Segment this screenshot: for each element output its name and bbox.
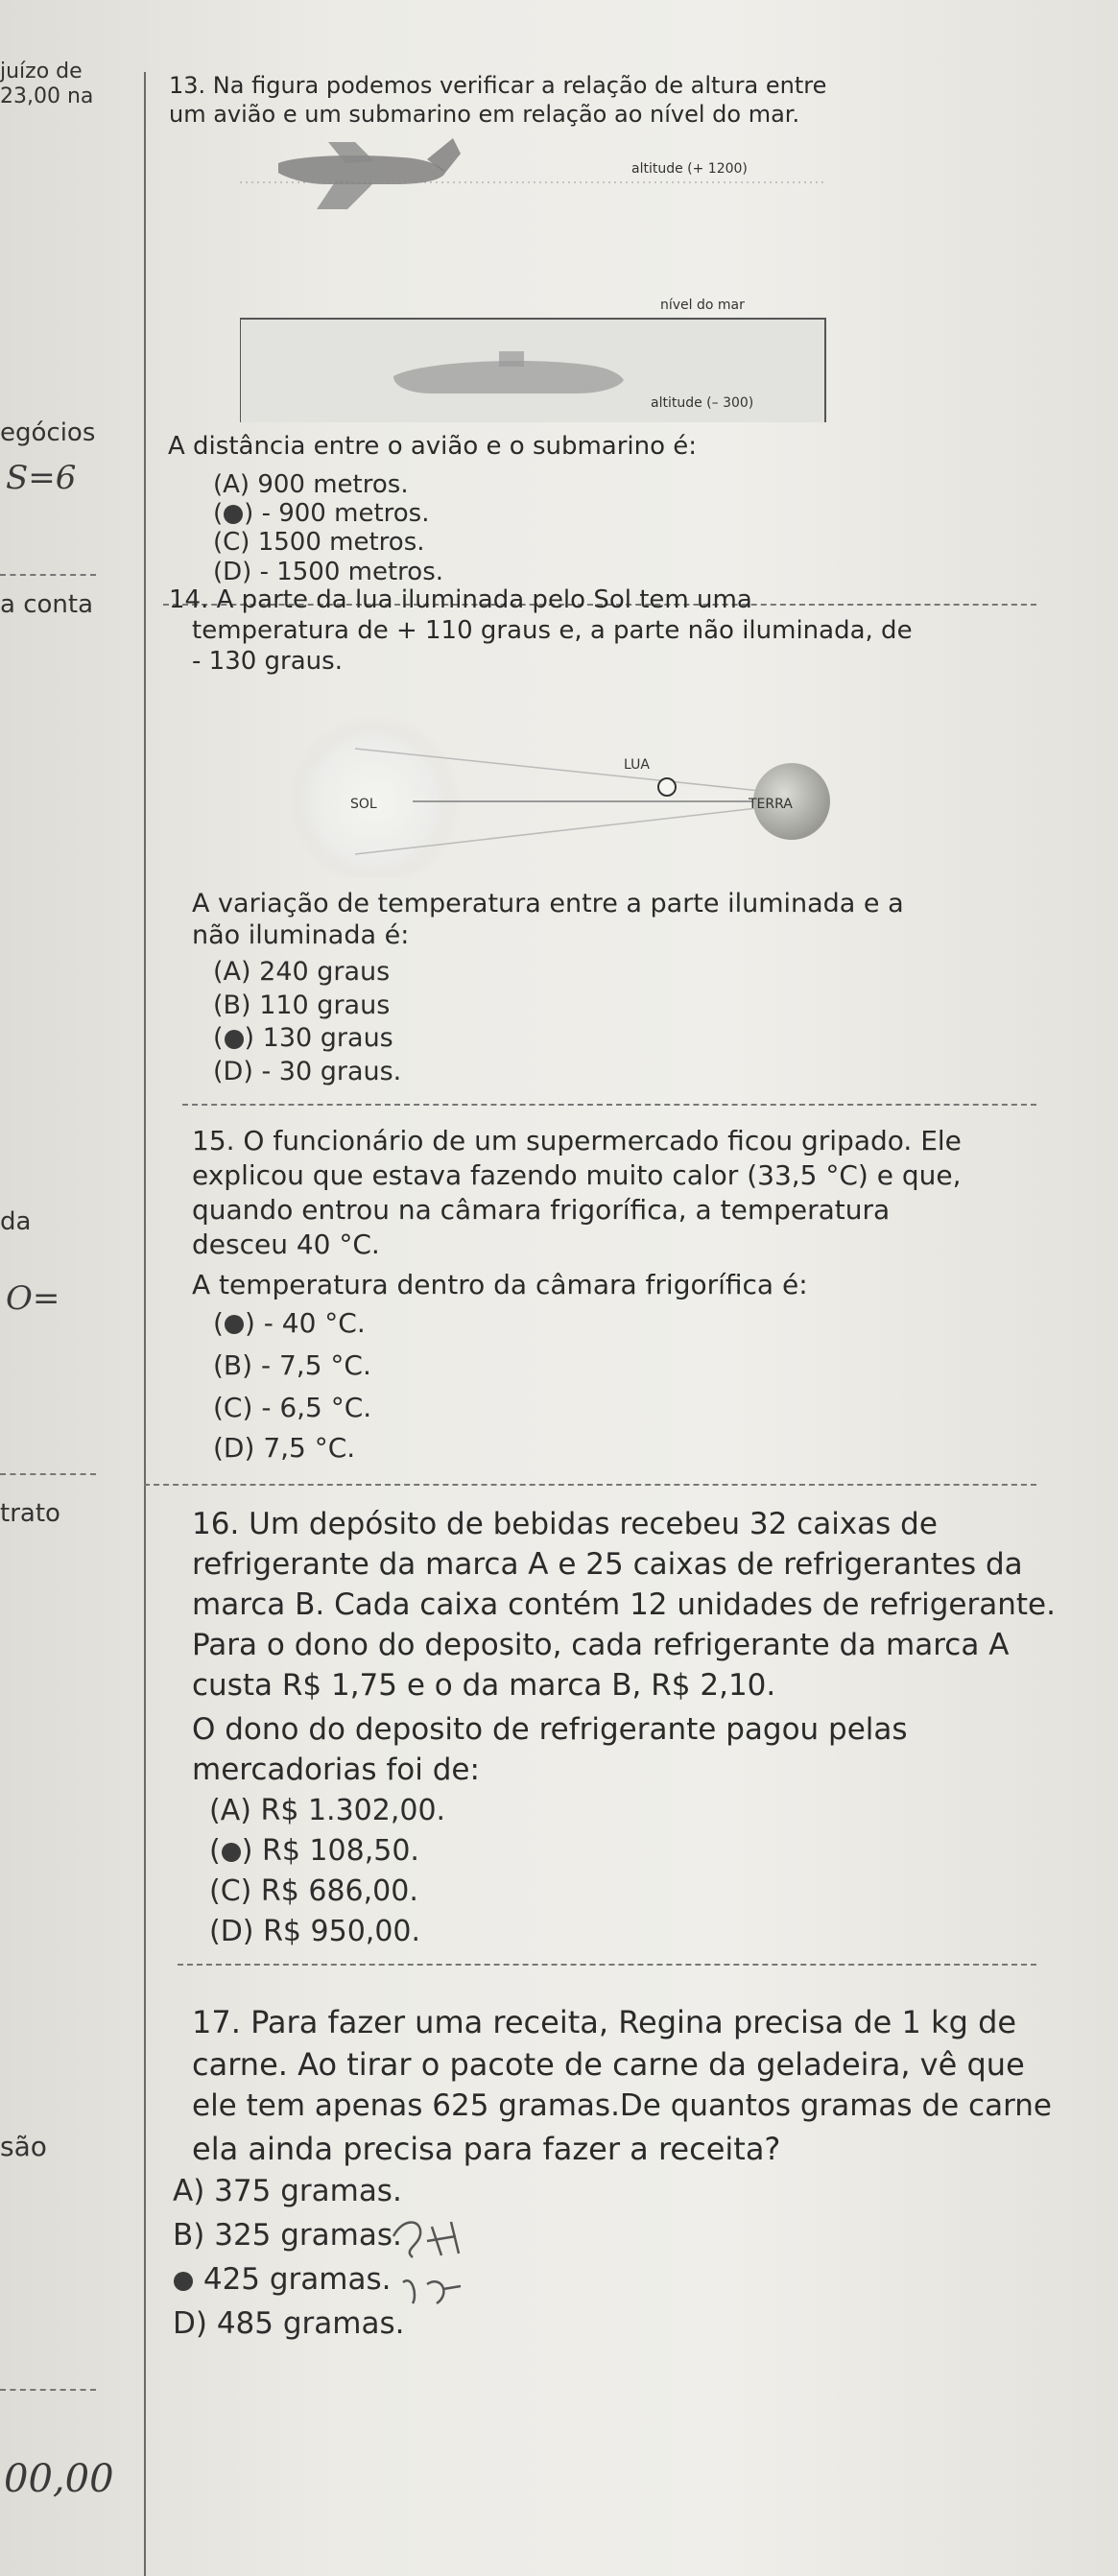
q14-question-line2: não iluminada é: bbox=[192, 920, 410, 950]
divider-14-15 bbox=[182, 1104, 1036, 1106]
label-altitude-sub: altitude (– 300) bbox=[651, 395, 754, 411]
q13-title-line2: um avião e um submarino em relação ao nível do mar. bbox=[169, 101, 800, 128]
moon-icon bbox=[658, 778, 676, 796]
marked-circle-icon bbox=[224, 505, 243, 524]
margin-divider bbox=[144, 72, 146, 2576]
q15-question: A temperatura dentro da câmara frigorífica é: bbox=[192, 1269, 808, 1300]
marked-circle-icon bbox=[225, 1315, 244, 1334]
q13-option-d: (D) - 1500 metros. bbox=[213, 558, 444, 586]
q17-line1: 17. Para fazer uma receita, Regina precisa de 1 kg de bbox=[192, 2004, 1017, 2040]
q14-option-c: ( ) 130 graus bbox=[213, 1023, 393, 1053]
q14-option-a: (A) 240 graus bbox=[213, 957, 391, 987]
q17-option-c: 425 gramas. bbox=[173, 2265, 392, 2294]
margin-text-da: da bbox=[0, 1207, 32, 1236]
q13-option-c: (C) 1500 metros. bbox=[213, 528, 425, 557]
q14-option-b: (B) 110 graus bbox=[213, 990, 391, 1020]
margin-handwriting-bottom: 00,00 bbox=[4, 2457, 114, 2501]
q16-block bbox=[192, 1507, 1056, 1958]
q14-question-line1: A variação de temperatura entre a parte iluminada e a bbox=[192, 889, 904, 918]
q16-option-c: (C) R$ 686,00. bbox=[209, 1874, 418, 1908]
margin-dash bbox=[0, 2389, 96, 2391]
margin-text-top-2: 23,00 na bbox=[0, 84, 94, 108]
q16-line2: refrigerante da marca A e 25 caixas de refrigerantes da bbox=[192, 1547, 1023, 1582]
marked-circle-icon bbox=[174, 2272, 193, 2291]
margin-text-sao: são bbox=[0, 2131, 47, 2162]
q14-line3: - 130 graus. bbox=[192, 647, 343, 676]
label-terra: TERRA bbox=[749, 797, 793, 812]
margin-dash bbox=[0, 574, 96, 576]
label-altitude-plane: altitude (+ 1200) bbox=[631, 161, 748, 177]
q15-line3: quando entrou na câmara frigorífica, a temperatura bbox=[192, 1194, 891, 1226]
q13-question: A distância entre o avião e o submarino é: bbox=[168, 432, 698, 461]
q13-title-line1: 13. Na figura podemos verificar a relação de altura entre bbox=[169, 72, 827, 99]
airplane-icon bbox=[278, 138, 461, 209]
label-sea-level: nível do mar bbox=[660, 298, 745, 313]
q15-option-d: (D) 7,5 °C. bbox=[213, 1432, 356, 1464]
q16-option-b: ( ) R$ 108,50. bbox=[209, 1834, 419, 1868]
q13-option-a: (A) 900 metros. bbox=[213, 470, 409, 499]
divider-15-16 bbox=[144, 1484, 1036, 1486]
margin-handwriting-s6: S=6 bbox=[6, 459, 77, 497]
q13-figure bbox=[240, 134, 854, 422]
q16-line6: O dono do deposito de refrigerante pagou pelas bbox=[192, 1712, 908, 1747]
q15-option-c: (C) - 6,5 °C. bbox=[213, 1392, 372, 1423]
q17-option-a: A) 375 gramas. bbox=[173, 2174, 402, 2208]
label-sol: SOL bbox=[350, 797, 377, 812]
q15-line2: explicou que estava fazendo muito calor (33,5 °C) e que, bbox=[192, 1159, 962, 1191]
divider-16-17 bbox=[178, 1964, 1036, 1966]
margin-text-trato: trato bbox=[0, 1499, 60, 1528]
q17-option-d: D) 485 gramas. bbox=[173, 2306, 405, 2341]
q14-line1: 14. A parte da lua iluminada pelo Sol tem uma bbox=[169, 585, 752, 614]
q17-block bbox=[173, 2004, 1094, 2407]
q16-line5: custa R$ 1,75 e o da marca B, R$ 2,10. bbox=[192, 1668, 776, 1703]
q15-option-b: (B) - 7,5 °C. bbox=[213, 1349, 371, 1381]
margin-text-negocios: egócios bbox=[0, 418, 96, 447]
q15-option-a: ( ) - 40 °C. bbox=[213, 1307, 366, 1339]
q17-line3: ele tem apenas 625 gramas.De quantos gramas de carne bbox=[192, 2088, 1053, 2123]
q15-line4: desceu 40 °C. bbox=[192, 1228, 380, 1260]
q15-line1: 15. O funcionário de um supermercado ficou gripado. Ele bbox=[192, 1125, 962, 1157]
q16-line4: Para o dono do deposito, cada refrigerante da marca A bbox=[192, 1628, 1010, 1662]
margin-handwriting-o: O= bbox=[6, 1279, 60, 1318]
margin-text-conta: a conta bbox=[0, 590, 94, 619]
q17-line2: carne. Ao tirar o pacote de carne da geladeira, vê que bbox=[192, 2046, 1025, 2083]
marked-circle-icon bbox=[225, 1030, 244, 1049]
marked-circle-icon bbox=[222, 1843, 241, 1862]
q17-line4: ela ainda precisa para fazer a receita? bbox=[192, 2131, 781, 2167]
q16-line7: mercadorias foi de: bbox=[192, 1753, 480, 1787]
margin-dash bbox=[0, 1473, 96, 1475]
q16-option-a: (A) R$ 1.302,00. bbox=[209, 1794, 446, 1827]
q16-line3: marca B. Cada caixa contém 12 unidades de refrigerante. bbox=[192, 1587, 1056, 1622]
q14-option-d: (D) - 30 graus. bbox=[213, 1057, 402, 1086]
q14-line2: temperatura de + 110 graus e, a parte não iluminada, de bbox=[192, 616, 913, 645]
label-lua: LUA bbox=[624, 757, 650, 773]
handwritten-scribble-icon bbox=[384, 2207, 499, 2323]
q17-option-b: B) 325 gramas. bbox=[173, 2218, 402, 2253]
q16-option-d: (D) R$ 950,00. bbox=[209, 1915, 421, 1948]
q14-figure bbox=[240, 705, 864, 878]
margin-text-top-1: juízo de bbox=[0, 60, 83, 83]
q13-option-b: ( ) - 900 metros. bbox=[213, 499, 430, 528]
q16-line1: 16. Um depósito de bebidas recebeu 32 caixas de bbox=[192, 1507, 938, 1541]
